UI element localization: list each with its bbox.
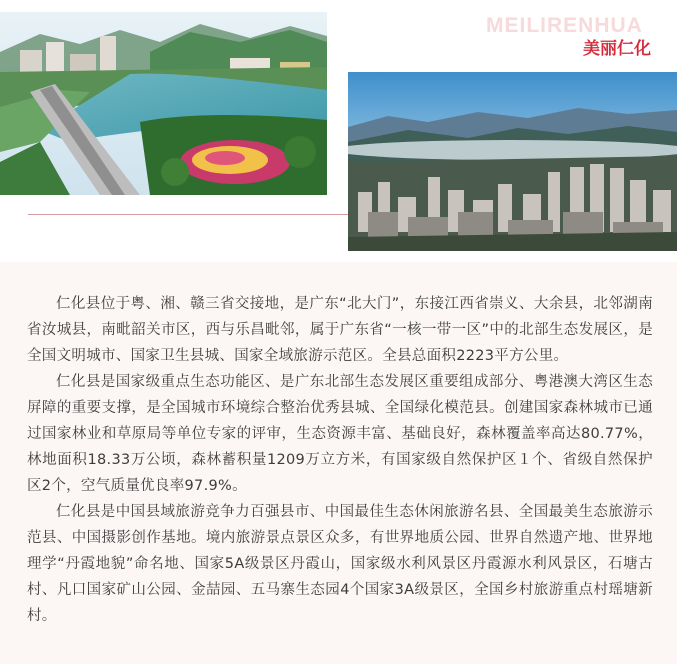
divider-line [28,214,358,215]
article-paragraph: 仁化县位于粤、湘、赣三省交接地，是广东“北大门”，东接江西省崇义、大余县，北邻湖南省汝城县，南毗韶关市区，西与乐昌毗邻，属于广东省“一核一带一区”中的北部生态发展区，是全国文明城市、国家卫生县城、国家全域旅游示范区。全县总面积2223平方公里。 [27,296,653,364]
river-town-photo [0,12,327,195]
article-body [27,291,653,629]
header-area [0,0,677,262]
watermark-text: MEILIRENHUA [486,14,643,37]
section-title: 美丽仁化 [583,39,651,59]
article-paragraph: 仁化县是国家级重点生态功能区、是广东北部生态发展区重要组成部分、粤港澳大湾区生态屏障的重要支撑，是全国城市环境综合整治优秀县城、全国绿化模范县。创建国家森林城市已通过国家林业和草原局等单位专家的评审，生态资源丰富、基础良好，森林覆盖率高达80.77%，林地面积18.33万公顷，森林蓄积量1209万立方米，有国家级自然保护区１个、省级自然保护区2个，空气质量优良率97.9%。 [27,374,653,494]
article-panel [0,262,677,664]
article-paragraph: 仁化县是中国县域旅游竞争力百强县市、中国最佳生态休闲旅游名县、全国最美生态旅游示范县、中国摄影创作基地。境内旅游景点景区众多，有世界地质公园、世界自然遗产地、世界地理学“丹霞地貌”命名地、国家5A级景区丹霞山，国家级水利风景区丹霞源水利风景区，石塘古村、凡口国家矿山公园、金喆园、五马寨生态园4个国家3A级景区，全国乡村旅游重点村瑶塘新村。 [27,504,653,624]
city-aerial-photo [348,72,677,251]
